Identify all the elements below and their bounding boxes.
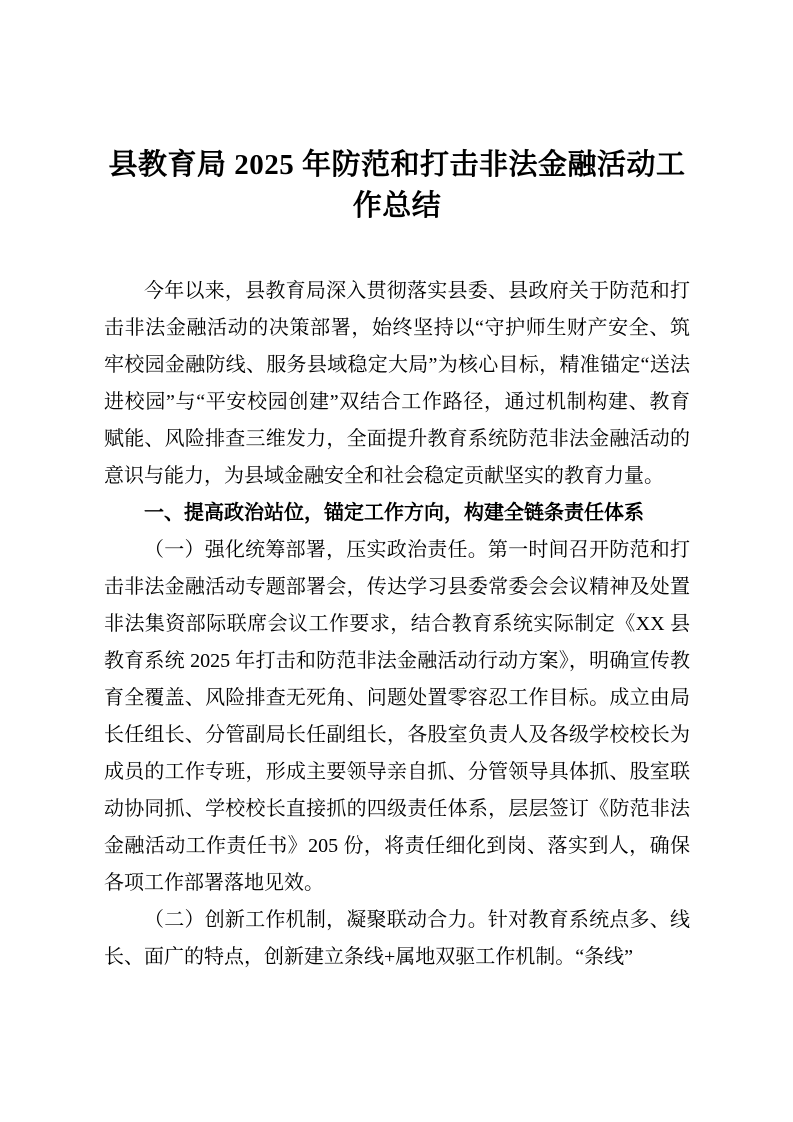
document-title: 县教育局 2025 年防范和打击非法金融活动工作总结 [108, 149, 686, 222]
section-heading-1: 一、提高政治站位，锚定工作方向，构建全链条责任体系 [144, 502, 644, 524]
paragraph-intro: 今年以来，县教育局深入贯彻落实县委、县政府关于防范和打击非法金融活动的决策部署，始终坚持以“守护师生财产安全、筑牢校园金融防线、服务县域稳定大局”为核心目标，精准锚定“送法进校园”与“平安校园创建”双结合工作路径，通过机制构建、教育赋能、风险排查三维发力，全面提升教育系统防范非法金融活动的意识与能力，为县域金融安全和社会稳定贡献坚实的教育力量。 [104, 280, 690, 487]
paragraph-section-2: （二）创新工作机制，凝聚联动合力。针对教育系统点多、线长、面广的特点，创新建立条线+属地双驱工作机制。“条线” [104, 909, 690, 968]
paragraph-section-1: （一）强化统筹部署，压实政治责任。第一时间召开防范和打击非法金融活动专题部署会，传达学习县委常委会会议精神及处置非法集资部际联席会议工作要求，结合教育系统实际制定《XX 县教育系统 2025 年打击和防范非法金融活动行动方案》，明确宣传教育全覆盖、风险排查无死角、问题处置零容忍工作目标。成立由局长任组长、分管副局长任副组长，各股室负责人及各级学校校长为成员的工作专班，形成主要领导亲自抓、分管领导具体抓、股室联动协同抓、学校校长直接抓的四级责任体系，层层签订《防范非法金融活动工作责任书》205 份，将责任细化到岗、落实到人，确保各项工作部署落地见效。 [104, 539, 690, 894]
